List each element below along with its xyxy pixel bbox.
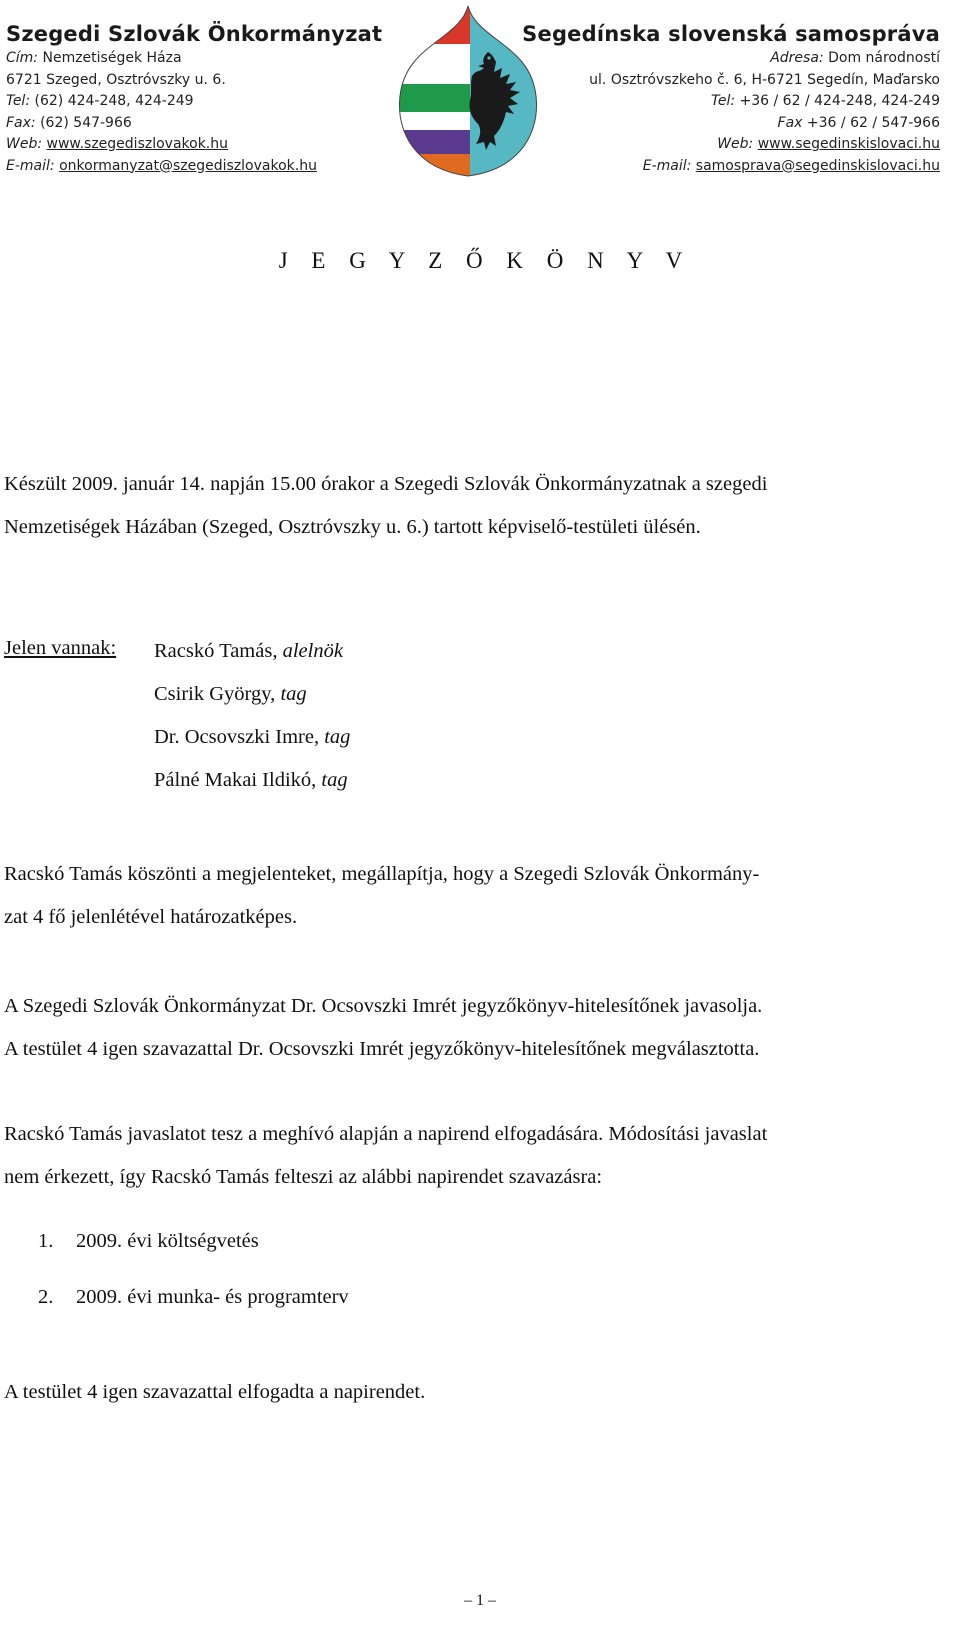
logo-white-stripe-2: [392, 112, 470, 130]
logo-green-stripe: [392, 84, 470, 112]
letterhead-address-hu: Cím: Nemzetiségek Háza: [6, 50, 182, 66]
agenda-list: [38, 1227, 349, 1339]
logo-white-stripe: [392, 44, 470, 84]
attendee-item: Pálné Makai Ildikó, tag: [154, 769, 348, 791]
letterhead-fax-hu: Fax: (62) 547-966: [6, 114, 132, 131]
letterhead-tel-hu: Tel: (62) 424-248, 424-249: [6, 93, 194, 109]
agenda-item: 2. 2009. évi munka- és programterv: [38, 1286, 349, 1308]
logo-red-stripe: [392, 0, 470, 44]
agenda-intro-paragraph: [4, 1113, 950, 1199]
final-paragraph: A testület 4 igen szavazattal elfogadta a napirendet.: [4, 1381, 426, 1403]
web-link-hu[interactable]: www.szegediszlovakok.hu: [46, 136, 229, 152]
agenda-item: 1. 2009. évi költségvetés: [38, 1230, 259, 1252]
letterhead-fax-sk: Fax +36 / 62 / 547-966: [777, 114, 940, 131]
document-title: J E G Y Z Ő K Ö N Y V: [278, 248, 692, 273]
intro-line-2: Nemzetiségek Házában (Szeged, Osztróvszky u. 6.) tartott képviselő-testületi ülésén.: [4, 516, 701, 538]
letterhead-left: [6, 20, 386, 177]
web-link-sk[interactable]: www.segedinskislovaci.hu: [757, 136, 940, 152]
attendee-item: Csirik György, tag: [154, 683, 307, 705]
letterhead-address2-hu: 6721 Szeged, Osztróvszky u. 6.: [6, 71, 226, 88]
agenda-intro-line-2: nem érkezett, így Racskó Tamás felteszi az alábbi napirendet szavazásra:: [4, 1166, 603, 1188]
email-link-hu[interactable]: onkormanyzat@szegediszlovakok.hu: [59, 157, 317, 174]
attendee-item: Dr. Ocsovszki Imre, tag: [154, 726, 351, 748]
greeting-line-2: zat 4 fő jelenlétével határozatképes.: [4, 906, 298, 928]
letterhead-email-sk: E-mail: samosprava@segedinskislovaci.hu: [642, 157, 940, 174]
page-number: – 1 –: [464, 1592, 496, 1609]
logo-purple-stripe: [392, 130, 470, 154]
letterhead-web-hu: Web: www.szegediszlovakok.hu: [6, 136, 229, 152]
greeting-paragraph: [4, 853, 950, 939]
letterhead-address2-sk: ul. Osztróvszkeho č. 6, H-6721 Segedín, Maďarsko: [589, 71, 940, 88]
letterhead-title-hu: Szegedi Szlovák Önkormányzat: [6, 22, 383, 46]
email-link-sk[interactable]: samosprava@segedinskislovaci.hu: [695, 157, 940, 174]
attendee-item: Racskó Tamás, alelnök: [154, 640, 343, 662]
letterhead-address-sk: Adresa: Dom národností: [770, 50, 940, 66]
attendees-label: Jelen vannak:: [4, 637, 117, 659]
intro-paragraph: [4, 463, 950, 549]
letterhead-tel-sk: Tel: +36 / 62 / 424-248, 424-249: [711, 93, 940, 109]
attendees-list: [154, 637, 350, 809]
proposal-paragraph: A Szegedi Szlovák Önkormányzat Dr. Ocsovszki Imrét jegyzőkönyv-hitelesítőnek javasolja.: [4, 995, 763, 1017]
letterhead-title-sk: Segedínska slovenská samospráva: [522, 22, 940, 46]
greeting-line-1: Racskó Tamás köszönti a megjelenteket, megállapítja, hogy a Szegedi Szlovák Önkormány-: [4, 863, 760, 885]
elected-paragraph: A testület 4 igen szavazattal Dr. Ocsovszki Imrét jegyzőkönyv-hitelesítőnek megválasztotta.: [4, 1038, 760, 1060]
letterhead-email-hu: E-mail: onkormanyzat@szegediszlovakok.hu: [6, 157, 317, 174]
letterhead-web-sk: Web: www.segedinskislovaci.hu: [717, 136, 940, 152]
letterhead-right: [520, 20, 940, 177]
intro-line-1: Készült 2009. január 14. napján 15.00 órakor a Szegedi Szlovák Önkormányzatnak a szegedi: [4, 473, 768, 495]
agenda-intro-line-1: Racskó Tamás javaslatot tesz a meghívó alapján a napirend elfogadására. Módosítási javaslat: [4, 1123, 768, 1145]
